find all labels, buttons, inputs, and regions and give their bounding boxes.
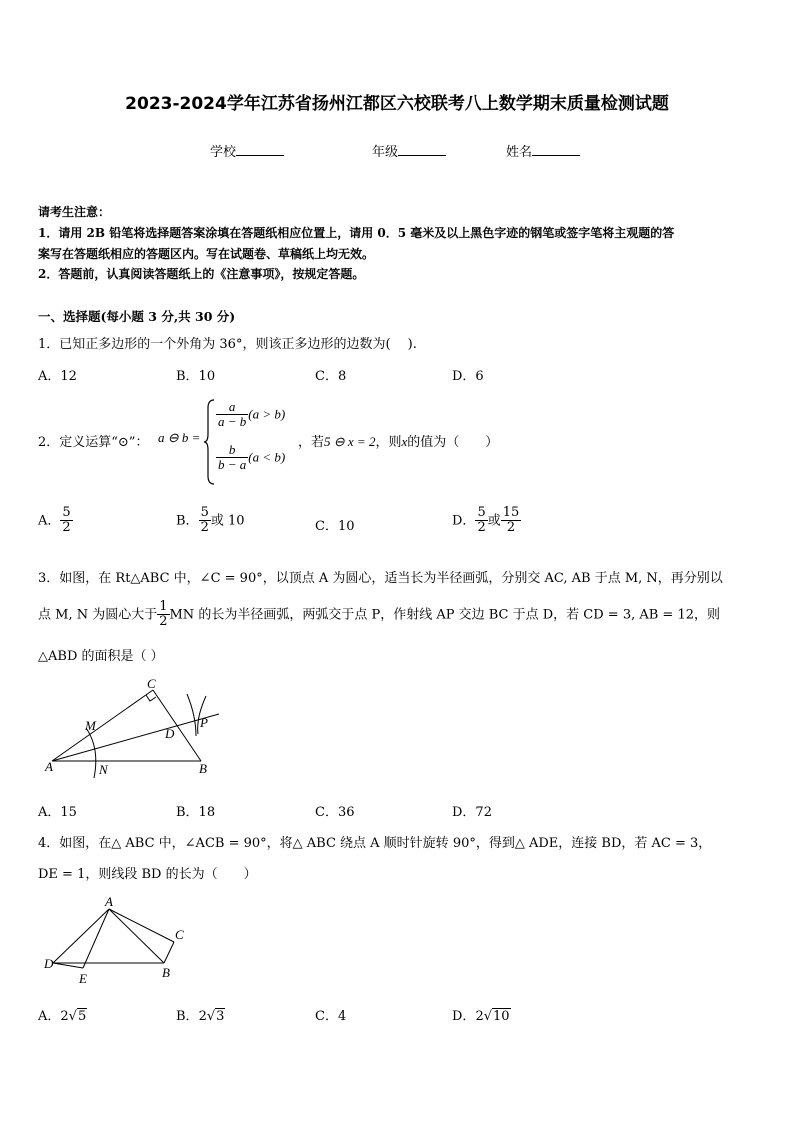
q4-label-d: D (44, 956, 54, 971)
notice-item1a: 1．请用 2B 铅笔将选择题答案涂填在答题纸相应位置上，请用 0．5 毫米及以上黑色字迹的钢笔或签字笔将主观题的答 (38, 226, 675, 240)
q3-label-c: C (147, 676, 156, 691)
q3-line1: 3．如图，在 Rt△ABC 中，∠C = 90°，以顶点 A 为圆心，适当长为半径画弧，分别交 AC, AB 于点 M, N，再分别以 (38, 571, 723, 586)
school-label: 学校 (210, 145, 237, 160)
page-title: 2023-2024学年江苏省扬州江都区六校联考八上数学期末质量检测试题 (125, 94, 669, 114)
name-label: 姓名 (506, 145, 533, 160)
notice-item1b: 案写在答题纸相应的答题区内。写在试题卷、草稿纸上均无效。 (38, 247, 375, 261)
q4-label-b: B (162, 965, 170, 980)
school-field[interactable] (210, 141, 284, 160)
notice-item2: 2．答题前，认真阅读答题纸上的《注意事项》，按规定答题。 (38, 267, 365, 281)
q2-option-d[interactable]: D． $\frac{5}{2}$ 或 $\frac{15}{2}$ (452, 505, 520, 536)
q1-option-a[interactable]: A．12 (38, 369, 77, 384)
q2-option-b[interactable]: B． $\frac{5}{2}$ 或 10 (176, 505, 245, 536)
q2-operation: a ⊖ b = (158, 430, 201, 445)
q3-line3: △ABD 的面积是（ ） (38, 649, 164, 664)
notice-heading: 请考生注意： (38, 205, 111, 219)
q3-option-a[interactable]: A．15 (38, 805, 77, 820)
q2-brace (204, 398, 216, 486)
q3-option-c[interactable]: C．36 (315, 805, 355, 820)
q3-option-b[interactable]: B．18 (176, 805, 216, 820)
section-heading: 一、选择题(每小题 3 分,共 30 分) (38, 309, 236, 324)
q1-option-d[interactable]: D．6 (452, 369, 484, 384)
q3-label-b: B (199, 761, 207, 776)
q4-label-a: A (105, 894, 113, 909)
q2-prefix: 2．定义运算“⊙”： (38, 435, 149, 450)
q3-label-n: N (99, 762, 108, 777)
q3-label-d: D (165, 726, 175, 741)
q4-label-e: E (79, 971, 87, 986)
q3-label-p: P (200, 715, 208, 730)
grade-field[interactable] (372, 141, 446, 160)
q3-label-a: A (45, 759, 53, 774)
q4-line1: 4．如图，在△ ABC 中，∠ACB = 90°，将△ ABC 绕点 A 顺时针旋转 90°，得到△ ADE，连接 BD，若 AC = 3， (38, 836, 712, 851)
grade-label: 年级 (372, 145, 399, 160)
q2-case1: $\frac{a}{a - b}$ (a > b) (218, 399, 286, 430)
name-field[interactable] (506, 141, 580, 160)
q4-option-d[interactable]: D．2√10 (452, 1009, 510, 1024)
q2-tail: ，若5 ⊖ x = 2，则x的值为（ ） (298, 434, 499, 450)
q1-option-b[interactable]: B．10 (176, 369, 216, 384)
q3-line2: 点 M, N 为圆心大于 $\frac{1}{2}$ MN 的长为半径画弧，两弧交于点 P，作射线 AP 交边 BC 于点 D，若 CD = 3, AB = 12，则 (38, 599, 720, 630)
q4-option-c[interactable]: C．4 (315, 1009, 347, 1024)
q2-option-a[interactable]: A． $\frac{5}{2}$ (38, 505, 71, 536)
q4-option-a[interactable]: A．2√5 (38, 1009, 87, 1024)
grade-blank[interactable] (398, 143, 446, 156)
school-blank[interactable] (236, 143, 284, 156)
q4-line2: DE = 1，则线段 BD 的长为（ ） (38, 867, 257, 882)
q4-label-c: C (175, 927, 184, 942)
q1-stem: 1．已知正多边形的一个外角为 36°，则该正多边形的边数为( ). (38, 337, 417, 352)
q4-option-b[interactable]: B．2√3 (176, 1009, 225, 1024)
q3-figure (36, 676, 226, 780)
q3-label-m: M (85, 718, 96, 733)
q2-option-c[interactable]: C．10 (315, 519, 355, 534)
q2-case2: $\frac{b}{b - a}$ (a < b) (218, 442, 286, 473)
q4-figure (40, 893, 190, 989)
q1-option-c[interactable]: C．8 (315, 369, 347, 384)
q3-option-d[interactable]: D．72 (452, 805, 492, 820)
name-blank[interactable] (532, 143, 580, 156)
